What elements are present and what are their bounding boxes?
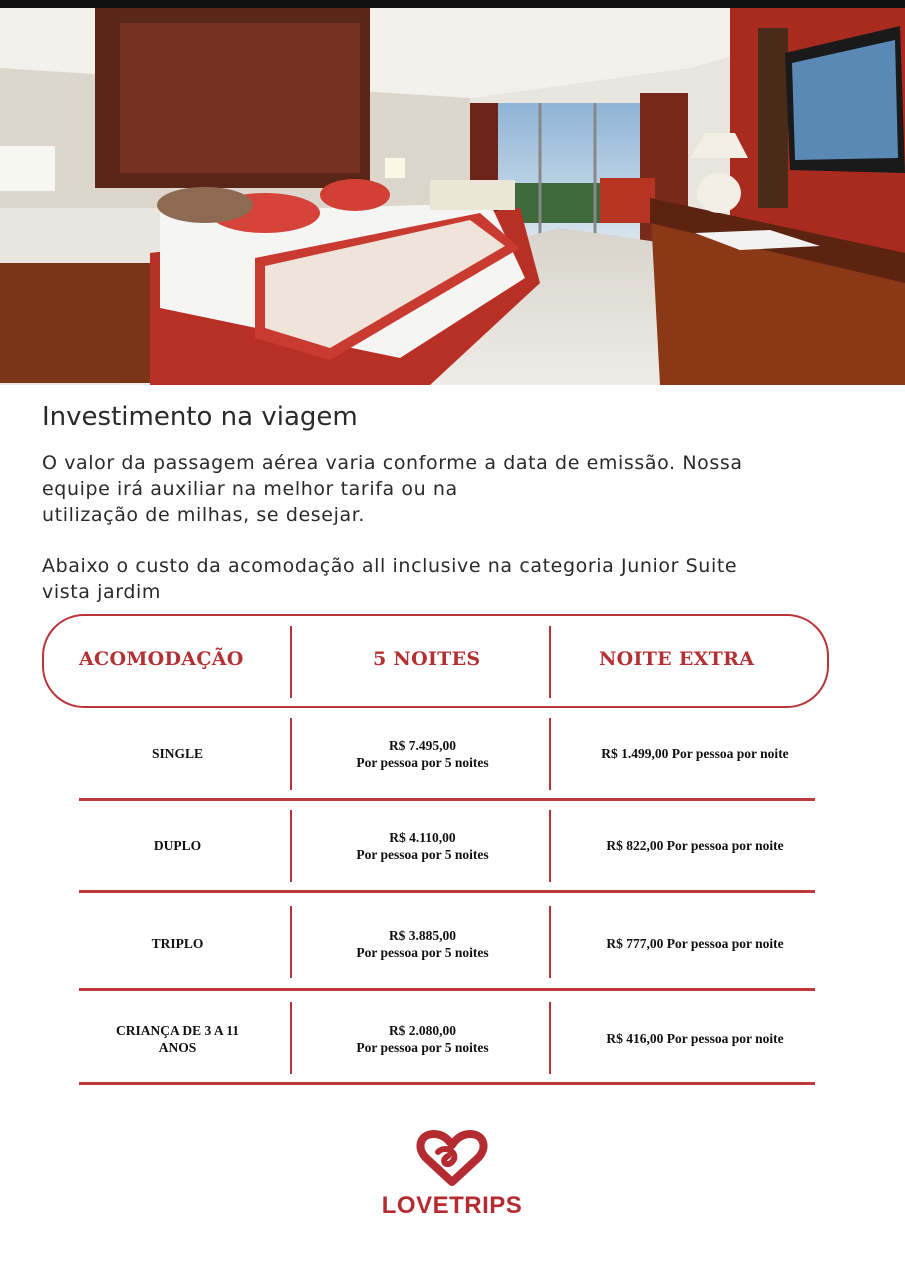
intro-line: utilização de milhas, se desejar.: [42, 504, 366, 526]
section-heading: Investimento na viagem: [42, 402, 358, 432]
accommodation-note: [42, 553, 842, 605]
header-divider: [549, 626, 551, 698]
room-type: ANOS: [158, 1040, 197, 1055]
room-type: TRIPLO: [151, 936, 204, 951]
extra-night-price: R$ 416,00 Por pessoa por noite: [606, 1031, 784, 1046]
heart-logo-icon: [416, 1130, 488, 1186]
row-divider: [290, 718, 292, 790]
row-divider: [549, 906, 551, 978]
room-type: DUPLO: [153, 838, 202, 853]
row-separator: [79, 890, 815, 893]
room-type-cell: [80, 935, 275, 952]
room-type-cell: [80, 745, 275, 762]
note-line: vista jardim: [42, 581, 162, 603]
five-nights-price: R$ 2.080,00: [388, 1023, 457, 1038]
header-divider: [290, 626, 292, 698]
five-nights-cell: [300, 829, 545, 863]
extra-night-cell: [560, 1030, 830, 1047]
room-type: SINGLE: [151, 746, 204, 761]
extra-night-cell: [560, 837, 830, 854]
row-divider: [549, 810, 551, 882]
intro-line: O valor da passagem aérea varia conforme a data de emissão. Nossa: [42, 452, 743, 474]
extra-night-price: R$ 777,00 Por pessoa por noite: [606, 936, 784, 951]
row-divider: [549, 1002, 551, 1074]
five-nights-note: Por pessoa por 5 noites: [356, 755, 489, 770]
row-divider: [290, 906, 292, 978]
row-divider: [549, 718, 551, 790]
lovetrips-logo: [376, 1130, 528, 1220]
row-divider: [290, 810, 292, 882]
five-nights-price: R$ 3.885,00: [388, 928, 457, 943]
five-nights-note: Por pessoa por 5 noites: [356, 847, 489, 862]
five-nights-price: R$ 4.110,00: [389, 830, 456, 845]
room-type-cell: [80, 837, 275, 854]
extra-night-price: R$ 822,00 Por pessoa por noite: [606, 838, 784, 853]
five-nights-note: Por pessoa por 5 noites: [356, 945, 489, 960]
extra-night-cell: [560, 745, 830, 762]
intro-paragraph: [42, 450, 842, 528]
header-accommodation: ACOMODAÇÃO: [79, 648, 244, 670]
five-nights-cell: [300, 927, 545, 961]
five-nights-price: R$ 7.495,00: [388, 738, 457, 753]
five-nights-cell: [300, 1022, 545, 1056]
logo-text: LOVETRIPS: [381, 1192, 523, 1219]
header-five-nights: 5 NOITES: [373, 648, 481, 670]
extra-night-price: R$ 1.499,00 Por pessoa por noite: [601, 746, 789, 761]
five-nights-note: Por pessoa por 5 noites: [356, 1040, 489, 1055]
row-divider: [290, 1002, 292, 1074]
row-separator: [79, 1082, 815, 1085]
header-extra-night: NOITE EXTRA: [599, 648, 755, 670]
five-nights-cell: [300, 737, 545, 771]
top-bar: [0, 0, 905, 8]
extra-night-cell: [560, 935, 830, 952]
row-separator: [79, 988, 815, 991]
intro-line: equipe irá auxiliar na melhor tarifa ou na: [42, 478, 458, 500]
room-type: CRIANÇA DE 3 A 11: [115, 1023, 240, 1038]
note-line: Abaixo o custo da acomodação all inclusive na categoria Junior Suite: [42, 555, 738, 577]
room-type-cell: [80, 1022, 275, 1056]
hotel-room-photo: [0, 8, 905, 385]
row-separator: [79, 798, 815, 801]
